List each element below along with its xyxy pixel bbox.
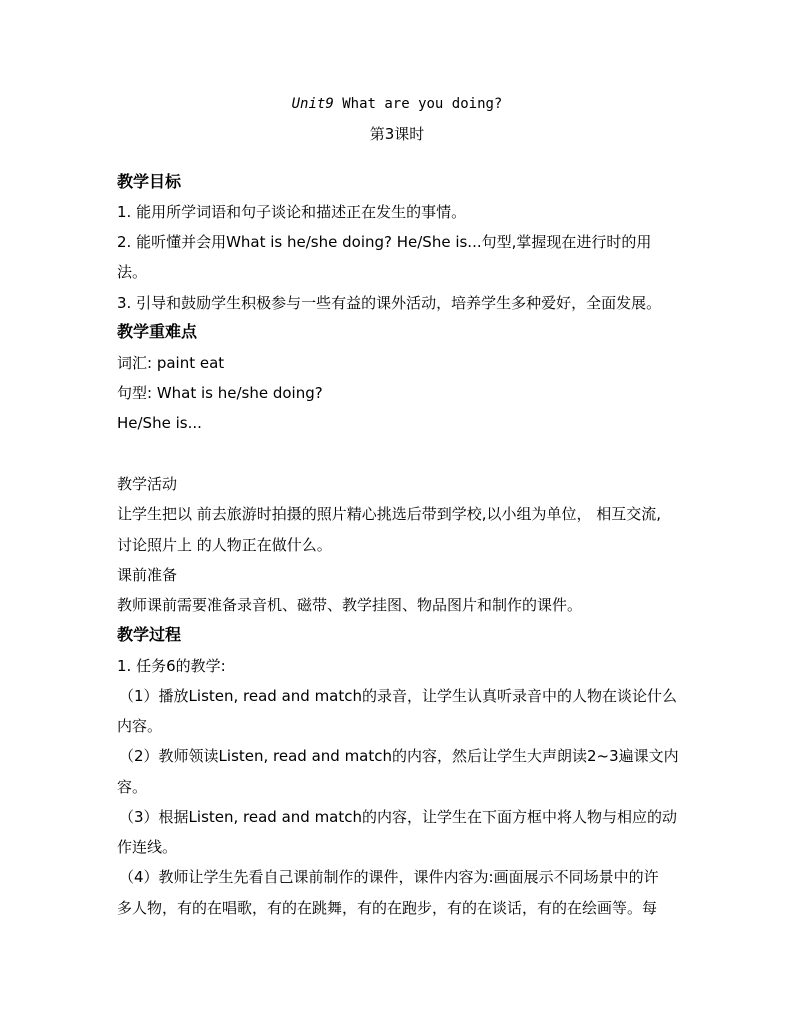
process-step-2-cont: 容。 bbox=[117, 778, 148, 796]
process-step-2: （2）教师领读Listen, read and match的内容，然后让学生大声朗读2~3遍课文内 bbox=[119, 747, 679, 765]
objective-item-1: 1. 能用所学词语和句子谈论和描述正在发生的事情。 bbox=[117, 203, 467, 221]
process-step-4-cont: 多人物，有的在唱歌，有的在跳舞，有的在跑步，有的在谈话，有的在绘画等。每 bbox=[117, 899, 658, 917]
activities-heading: 教学活动 bbox=[117, 475, 178, 493]
process-step-4: （4）教师让学生先看自己课前制作的课件，课件内容为:画面展示不同场景中的许 bbox=[119, 868, 659, 886]
activities-text-1: 让学生把以 前去旅游时拍摄的照片精心挑选后带到学校,以小组为单位， 相互交流, bbox=[117, 505, 662, 523]
process-heading: 教学过程 bbox=[117, 625, 182, 644]
objectives-heading: 教学目标 bbox=[117, 172, 182, 191]
objective-item-2: 2. 能听懂并会用What is he/she doing? He/She is...句型,掌握现在进行时的用 bbox=[117, 233, 652, 251]
process-step-1: （1）播放Listen, read and match的录音，让学生认真听录音中的人物在谈论什么 bbox=[119, 687, 678, 705]
process-step-3: （3）根据Listen, read and match的内容，让学生在下面方框中将人物与相应的动 bbox=[119, 808, 678, 826]
unit-title bbox=[0, 94, 794, 114]
process-task-6: 1. 任务6的教学: bbox=[117, 657, 226, 675]
key-points-vocab: 词汇: paint eat bbox=[117, 354, 225, 372]
unit-english-title: What are you doing? bbox=[333, 96, 503, 112]
activities-text-2: 讨论照片上 的人物正在做什么。 bbox=[117, 536, 332, 554]
preparation-heading: 课前准备 bbox=[117, 566, 178, 584]
objective-item-3: 3. 引导和鼓励学生积极参与一些有益的课外活动，培养学生多种爱好，全面发展。 bbox=[117, 294, 662, 312]
process-step-1-cont: 内容。 bbox=[117, 717, 163, 735]
unit-number: Unit9 bbox=[291, 96, 334, 112]
objective-item-2-cont: 法。 bbox=[117, 263, 148, 281]
preparation-text: 教师课前需要准备录音机、磁带、教学挂图、物品图片和制作的课件。 bbox=[117, 596, 583, 614]
lesson-title: 第3课时 bbox=[369, 125, 425, 143]
key-points-sentence-2: He/She is... bbox=[117, 414, 202, 432]
process-step-3-cont: 作连线。 bbox=[117, 838, 178, 856]
key-points-heading: 教学重难点 bbox=[117, 322, 198, 341]
key-points-sentence: 句型: What is he/she doing? bbox=[117, 384, 323, 402]
